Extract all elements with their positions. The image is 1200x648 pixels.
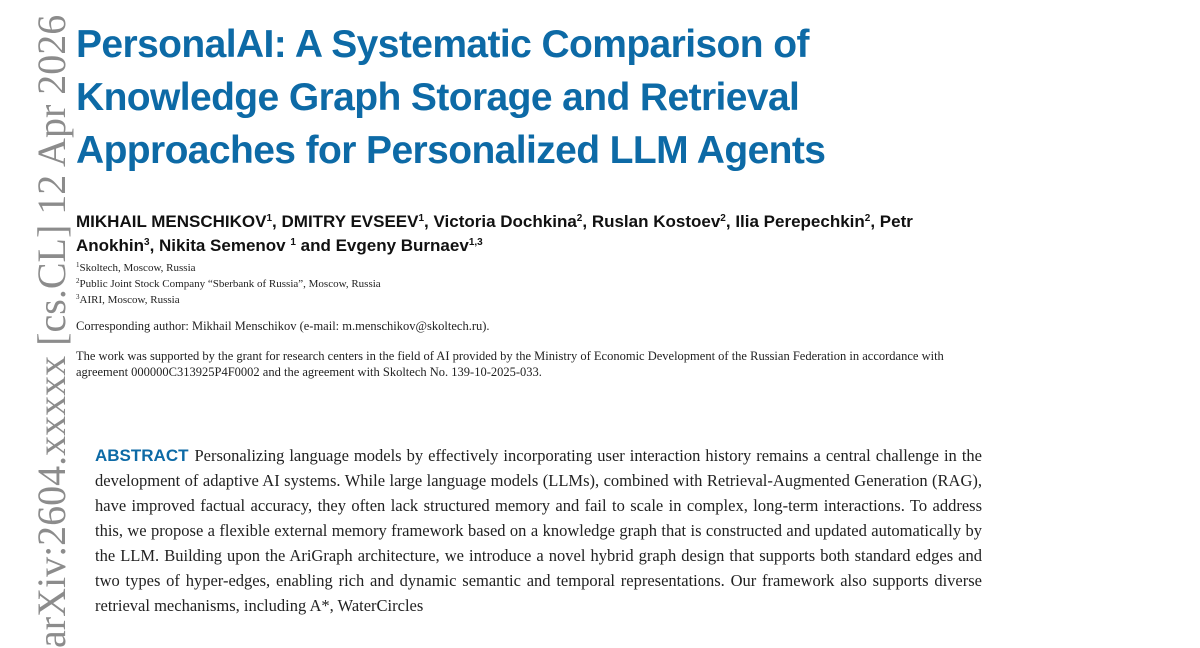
affiliation-line xyxy=(76,276,381,292)
author-name: Victoria Dochkina xyxy=(433,212,577,231)
author-affiliation-mark: 2 xyxy=(864,213,871,224)
abstract-text: Personalizing language models by effectively incorporating user interaction history remains a central challenge in the development of adaptive AI systems. While large language models (LLMs), combined with Retrieval-Augmented Generation (RAG), have improved factual accuracy, they often lack structured memory and fail to scale in complex, long-term interactions. To address this, we propose a flexible external memory framework based on a knowledge graph that is constructed and updated automatically by the LLM. Building upon the AriGraph architecture, we introduce a novel hybrid graph design that supports both standard edges and two types of hyper-edges, enabling rich and dynamic semantic and temporal representations. Our framework also supports diverse retrieval mechanisms, including A*, WaterCircles xyxy=(95,446,982,615)
author-name: MIKHAIL MENSCHIKOV xyxy=(76,212,267,231)
author-list xyxy=(76,210,976,258)
arxiv-side-stamp: arXiv:2604.xxxxx [cs.CL] 12 Apr 2026 xyxy=(29,14,74,648)
author-name: Petr Anokhin xyxy=(76,212,913,255)
author-name: DMITRY EVSEEV xyxy=(281,212,419,231)
abstract-section xyxy=(95,443,982,618)
author-separator: , xyxy=(272,212,282,231)
affiliation-line xyxy=(76,260,381,276)
abstract-heading: ABSTRACT xyxy=(95,446,189,465)
author-affiliation-mark: 1,3 xyxy=(468,237,483,248)
author-affiliation-mark: 3 xyxy=(144,237,150,248)
author-name: Ilia Perepechkin xyxy=(735,212,865,231)
affiliation-text: Skoltech, Moscow, Russia xyxy=(79,262,196,274)
affiliation-line xyxy=(76,292,381,308)
author-name: Ruslan Kostoev xyxy=(591,212,721,231)
author-affiliation-mark: 2 xyxy=(576,213,583,224)
paper-title: PersonalAI: A Systematic Comparison of Knowledge Graph Storage and Retrieval Approaches for Personalized LLM Agents xyxy=(76,23,826,172)
author-separator: , xyxy=(424,212,434,231)
author-separator: , xyxy=(725,212,736,231)
author-affiliation-mark: 2 xyxy=(720,213,726,224)
funding-note: The work was supported by the grant for research centers in the field of AI provided by the Ministry of Economic Development of the Russian Federation in accordance with agreement 000000C313925P4F0002 and the agreement with Skoltech No. 139-10-2025-033. xyxy=(76,349,944,379)
author-affiliation-mark: 1 xyxy=(290,237,296,248)
author-name: Evgeny Burnaev xyxy=(335,236,469,255)
affiliation-text: AIRI, Moscow, Russia xyxy=(79,294,180,306)
affiliation-number: 2 xyxy=(76,277,80,285)
corresponding-author-note: Corresponding author: Mikhail Menschikov (e-mail: m.menschikov@skoltech.ru). xyxy=(76,319,490,333)
author-separator: , xyxy=(870,212,880,231)
author-affiliation-mark: 1 xyxy=(266,213,273,224)
author-separator: , xyxy=(582,212,592,231)
affiliation-number: 1 xyxy=(76,261,80,269)
author-affiliation-mark: 1 xyxy=(418,213,425,224)
affiliation-list xyxy=(76,260,381,308)
author-name: Nikita Semenov xyxy=(159,236,291,255)
affiliation-number: 3 xyxy=(76,293,80,301)
author-separator: , xyxy=(149,236,160,255)
affiliation-text: Public Joint Stock Company “Sberbank of Russia”, Moscow, Russia xyxy=(79,278,381,290)
author-separator: and xyxy=(295,236,336,255)
